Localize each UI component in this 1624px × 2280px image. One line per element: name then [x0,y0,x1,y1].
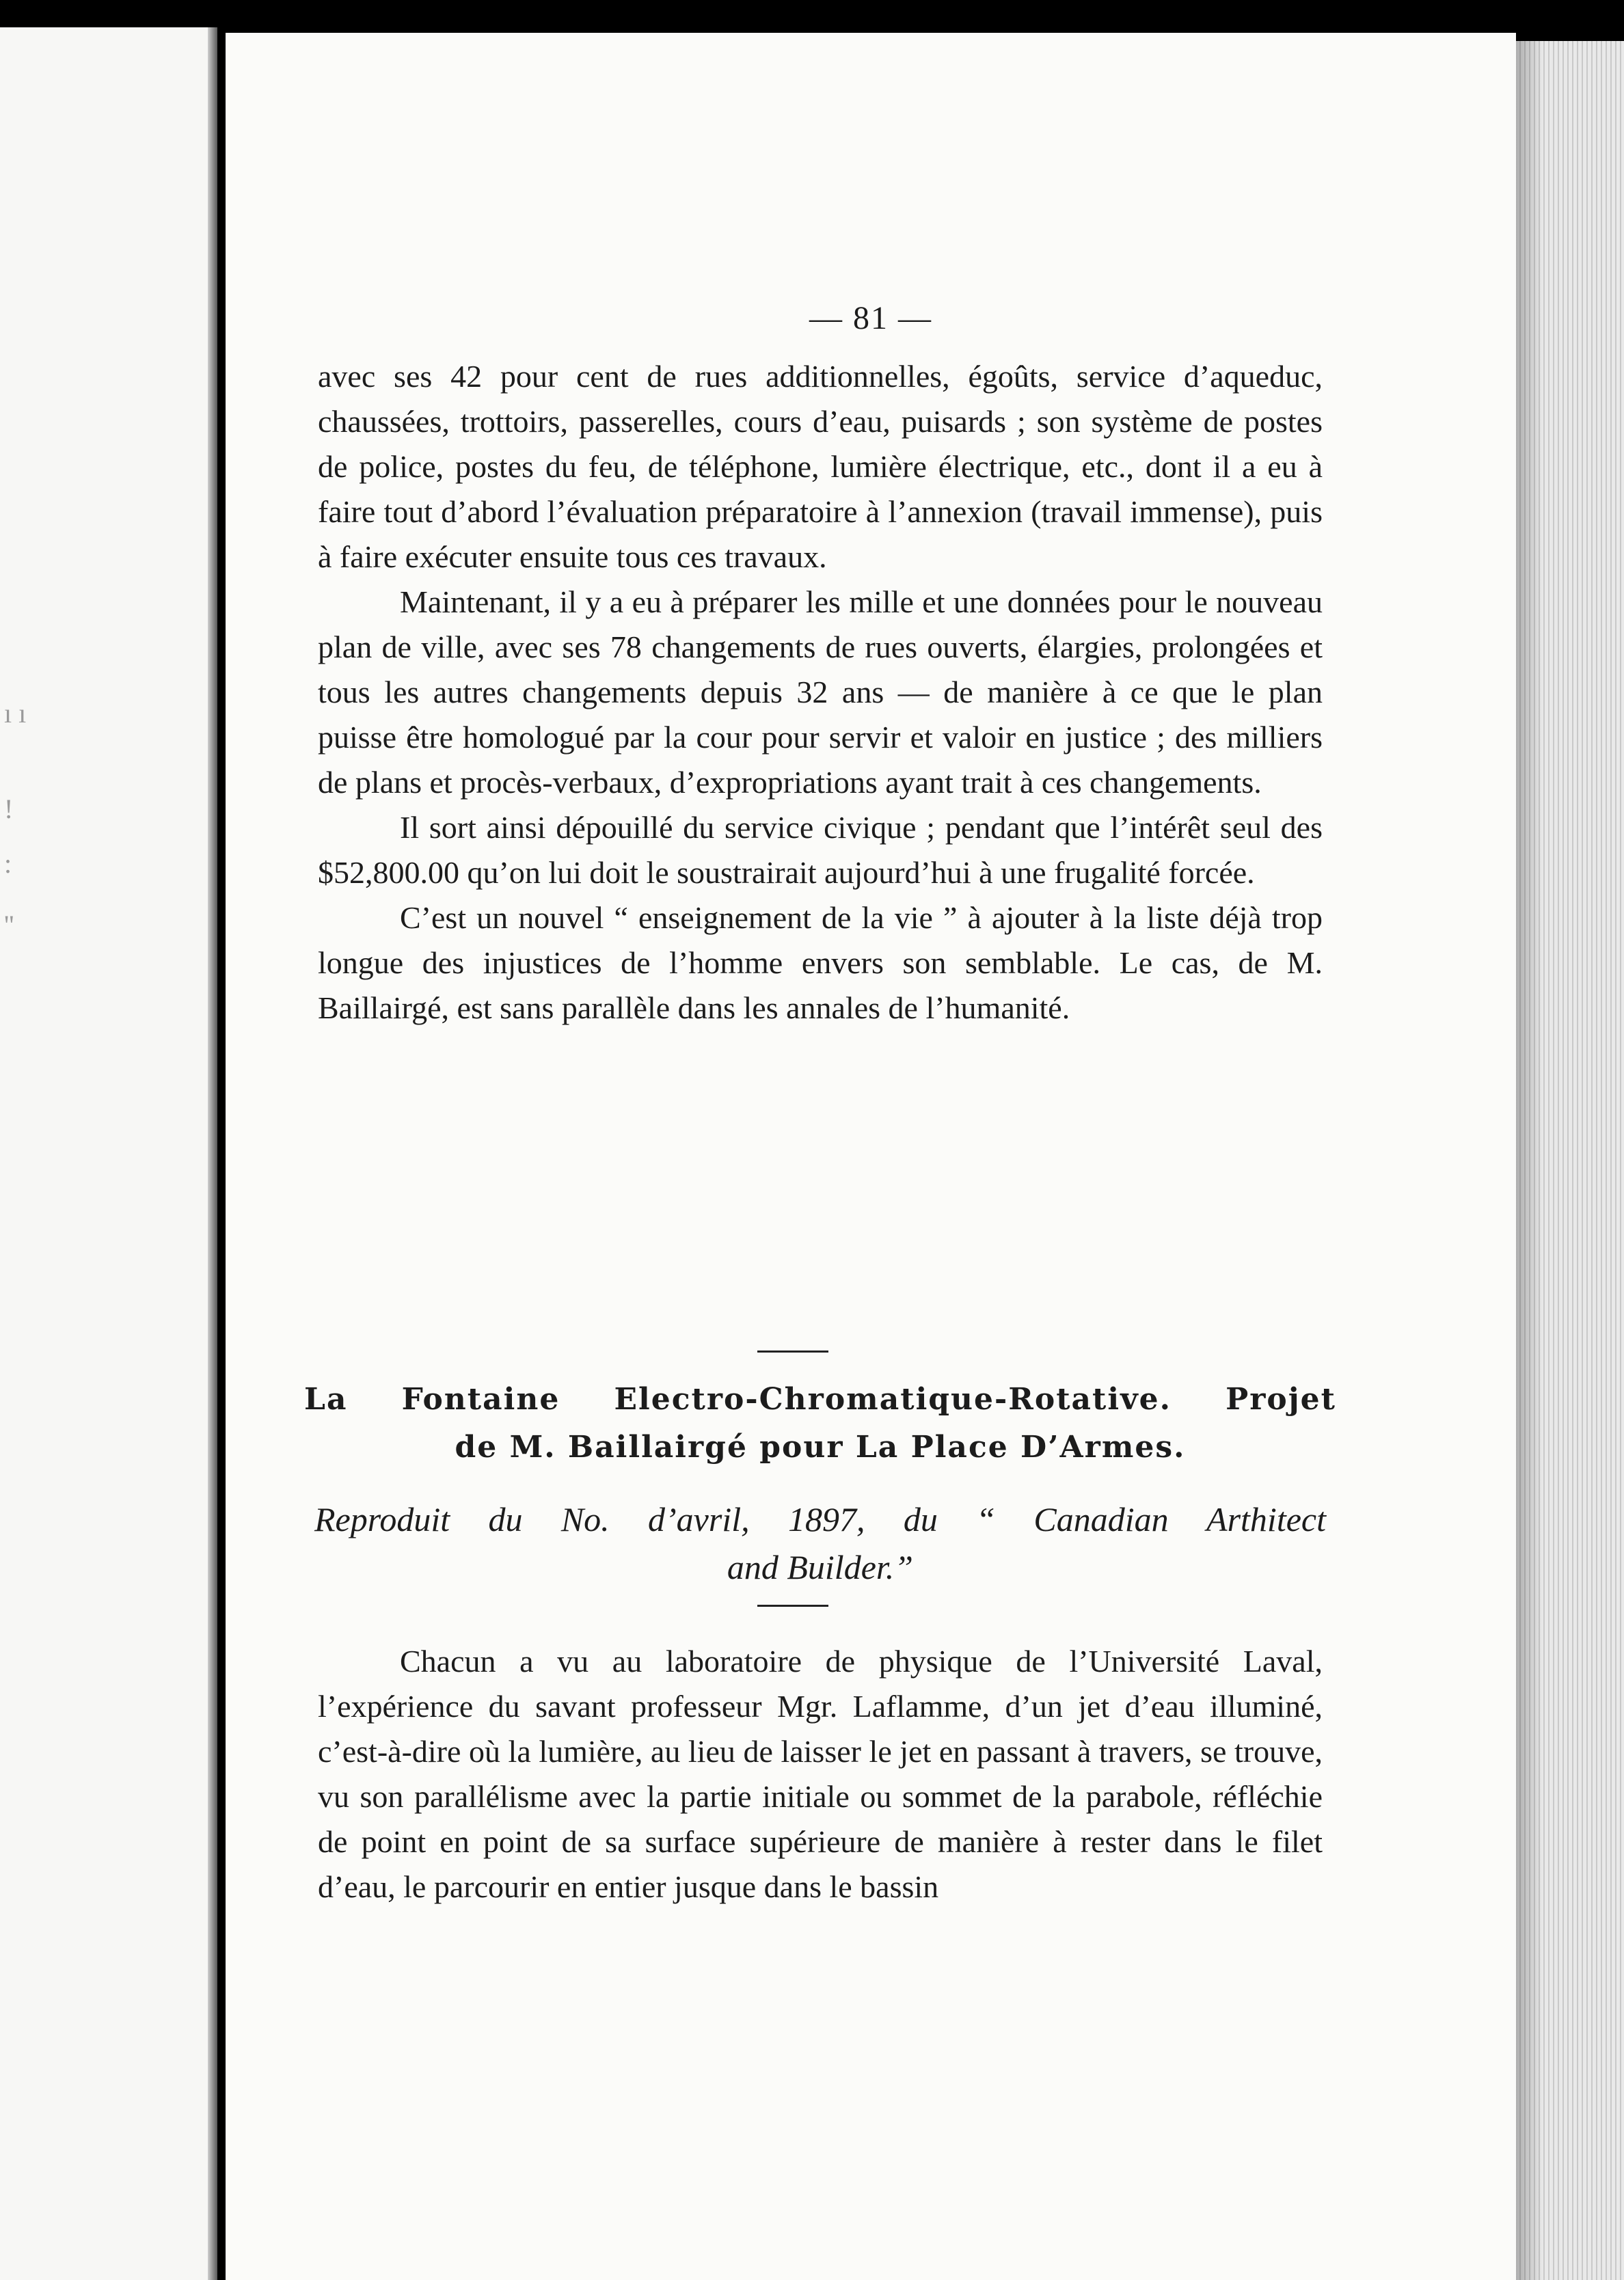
section-divider [757,1605,828,1607]
paragraph: C’est un nouvel “ enseignement de la vie ” à ajouter à la liste déjà trop longue des injustices de l’homme envers son semblable. Le cas, de M. Baillairgé, est sans parallèle dans les annales de l’humanité. [318,900,1323,1025]
book-spine [208,27,217,2280]
page-stack-edge [1516,41,1624,2280]
bleed-mark: ı ı [4,698,27,729]
reproduction-note [314,1495,1326,1591]
paragraph: Chacun a vu au laboratoire de physique de l’Université Laval, l’expérience du savant professeur Mgr. Laflamme, d’un jet d’eau illuminé, c’est-à-dire où la lumière, au lieu de laisser le jet en passant à travers, se trouve, vu son parallélisme avec la partie initiale ou sommet de la parabole, réfléchie de point en point de sa surface supérieure de manière à rester dans le filet d’eau, le parcourir en entier jusque dans le bassin [318,1644,1323,1904]
bleed-mark: '' [4,910,14,940]
paragraph: avec ses 42 pour cent de rues additionnelles, égoûts, service d’aqueduc, chaussées, trottoirs, passerelles, cours d’eau, puisards ; son système de postes de police, postes du feu, de téléphone, lumière électrique, etc., dont il a eu à faire tout d’abord l’évaluation préparatoire à l’annexion (travail immense), puis à faire exécuter ensuite tous ces travaux. [318,359,1323,574]
heading-line: de M. Baillairgé pour La Place D’Armes. [455,1430,1186,1465]
bleed-mark: ! [4,793,14,824]
paragraph: Maintenant, il y a eu à préparer les mille et une données pour le nouveau plan de ville, avec ses 78 changements de rues ouverts, élargies, prolongées et tous les autres changements depuis 32 ans — de manière à ce que le plan puisse être homologué par la cour pour servir et valoir en justice ; des milliers de plans et procès-verbaux, d’expropriations ayant trait à ces changements. [318,584,1323,800]
body-text-top [318,354,1323,1031]
previous-page [0,27,217,2280]
paragraph: Il sort ainsi dépouillé du service civique ; pendant que l’intérêt seul des $52,800.00 qu’on lui doit le soustrairait aujourd’hui à une frugalité forcée. [318,810,1323,890]
bleed-mark: : [4,848,12,879]
reproduction-line: Reproduit du No. d’avril, 1897, du “ Canadian Arthitect [314,1500,1326,1538]
section-heading [304,1376,1336,1471]
body-text-bottom [318,1639,1323,1910]
reproduction-line: and Builder.” [727,1548,914,1586]
page-number: — 81 — [809,300,932,336]
document-page [226,33,1516,2280]
section-divider [757,1351,828,1353]
heading-line: La Fontaine Electro-Chromatique-Rotative. Projet [304,1382,1336,1417]
